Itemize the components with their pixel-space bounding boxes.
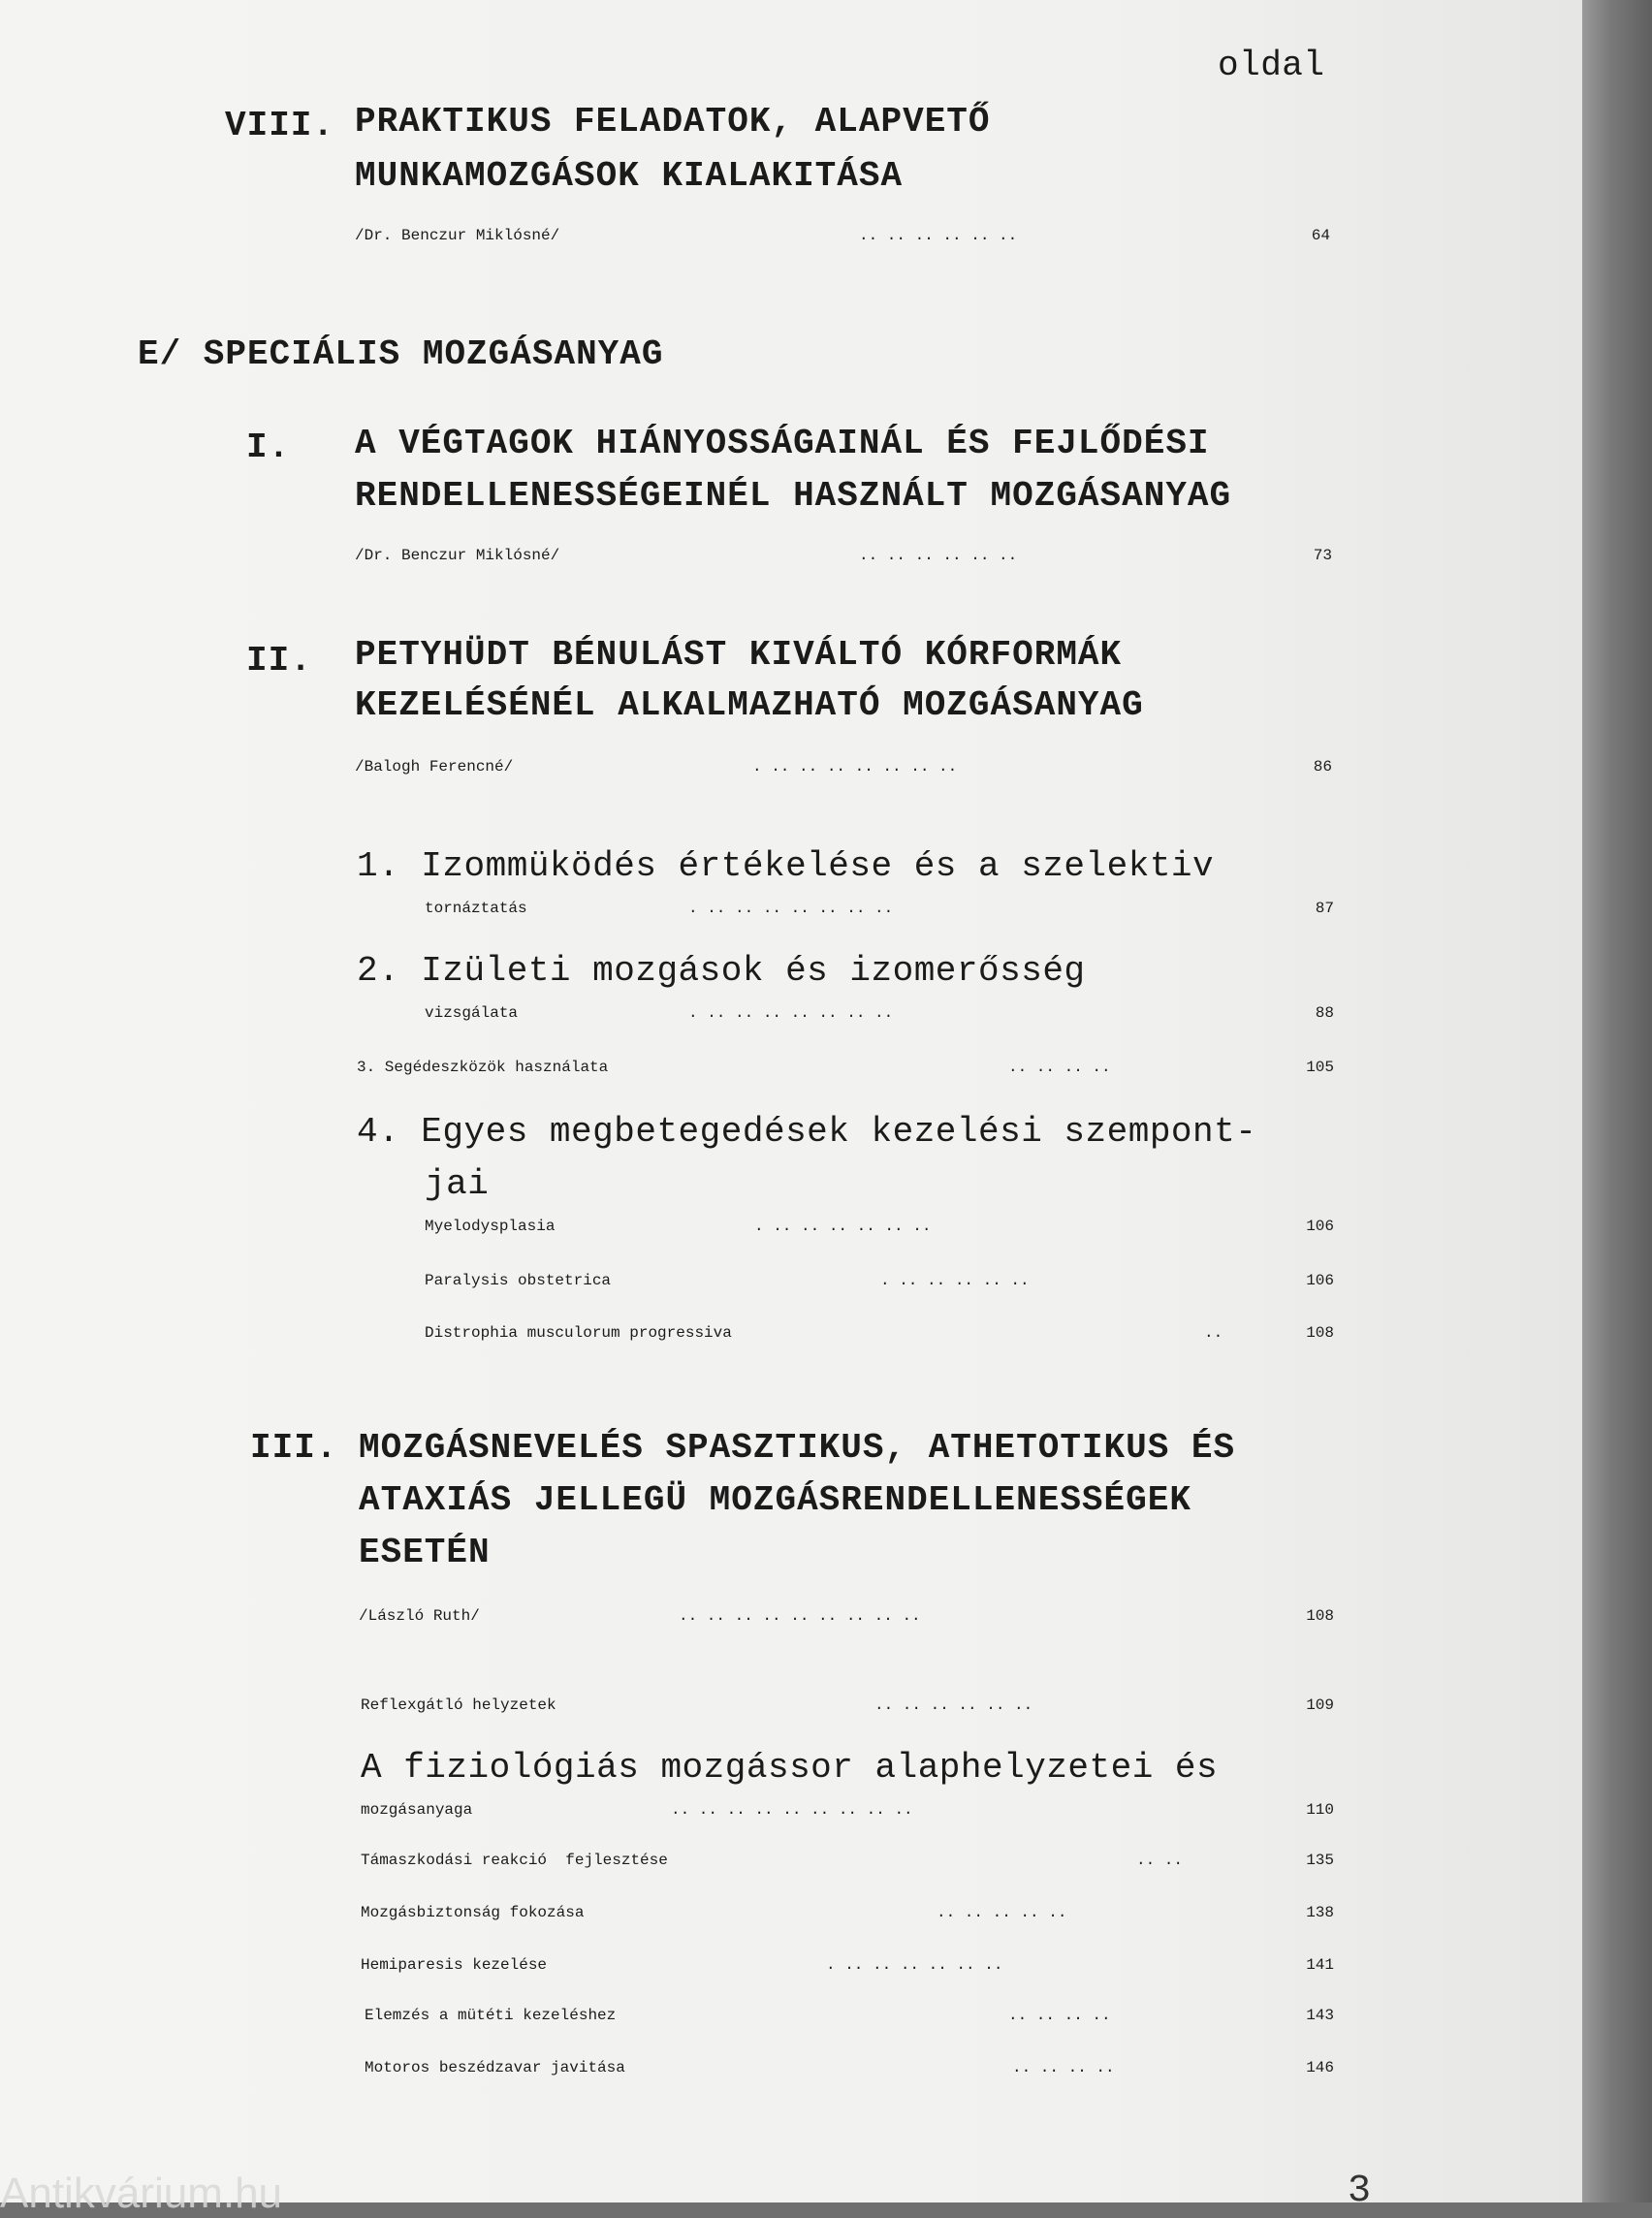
page-number: 64	[1311, 227, 1330, 244]
leader-dots: .. .. .. ..	[1008, 2007, 1111, 2024]
section-viii-title-line1: PRAKTIKUS FELADATOK, ALAPVETŐ	[355, 102, 991, 142]
section-iii-title-line3: ESETÉN	[359, 1533, 491, 1572]
toc-item-2-line1: 2. Izületi mozgások és izomerősség	[357, 951, 1086, 991]
toc-item-fiziologias-line2: mozgásanyaga .. .. .. .. .. .. .. .. .. 110	[361, 1801, 1334, 1819]
section-ii-numeral: II.	[246, 641, 312, 681]
toc-item-3: 3. Segédeszközök használata .. .. .. .. 105	[357, 1059, 1334, 1076]
leader-dots: . .. .. .. .. .. ..	[754, 1218, 932, 1235]
author-name: /Dr. Benczur Miklósné/	[355, 227, 560, 244]
leader-dots: . .. .. .. .. ..	[880, 1272, 1030, 1289]
toc-item-elemzes: Elemzés a mütéti kezeléshez .. .. .. .. 143	[365, 2007, 1334, 2024]
section-ii-title-line2: KEZELÉSÉNÉL ALKALMAZHATÓ MOZGÁSANYAG	[355, 685, 1144, 725]
section-viii-title-line2: MUNKAMOZGÁSOK KIALAKITÁSA	[355, 156, 904, 196]
toc-item-tamaszkodasi: Támaszkodási reakció fejlesztése .. .. 135	[361, 1852, 1334, 1869]
section-viii-numeral: VIII.	[225, 106, 335, 145]
leader-dots: .. .. .. .. .. .. .. .. ..	[671, 1801, 913, 1819]
leader-dots: . .. .. .. .. .. .. ..	[688, 1004, 894, 1022]
leader-dots: .. .. .. .. .. .. .. .. ..	[679, 1607, 921, 1625]
leader-dots: ..	[1204, 1324, 1223, 1342]
toc-item-fiziologias-line1: A fiziológiás mozgássor alaphelyzetei és	[361, 1748, 1219, 1788]
page-number: 105	[1306, 1059, 1334, 1076]
leader-dots: . .. .. .. .. .. ..	[826, 1956, 1003, 1974]
watermark: Antikvárium.hu	[0, 2170, 283, 2217]
toc-item-hemiparesis: Hemiparesis kezelése . .. .. .. .. .. .. 141	[361, 1956, 1334, 1974]
toc-item-2-line2: vizsgálata . .. .. .. .. .. .. .. 88	[425, 1004, 1334, 1022]
leader-dots: . .. .. .. .. .. .. ..	[688, 900, 894, 917]
page-number: 88	[1315, 1004, 1334, 1022]
section-iii-author-row	[359, 1607, 1334, 1646]
section-i-numeral: I.	[246, 428, 291, 467]
leader-dots: .. .. .. ..	[1012, 2059, 1115, 2076]
section-i-title-line1: A VÉGTAGOK HIÁNYOSSÁGAINÁL ÉS FEJLŐDÉSI	[355, 424, 1210, 463]
page-number: 141	[1306, 1956, 1334, 1974]
toc-item-mozgasbiztonsag: Mozgásbiztonság fokozása .. .. .. .. .. 138	[361, 1904, 1334, 1921]
toc-item-1-line2: tornáztatás . .. .. .. .. .. .. .. 87	[425, 900, 1334, 917]
leader-dots: . .. .. .. .. .. .. ..	[752, 758, 958, 776]
leader-dots: .. .. .. .. .. ..	[859, 227, 1018, 244]
page-number: 106	[1306, 1218, 1334, 1235]
page-number: 110	[1306, 1801, 1334, 1819]
toc-item-4-line2: jai	[425, 1164, 490, 1204]
page-number: 138	[1306, 1904, 1334, 1921]
toc-item-4-line1: 4. Egyes megbetegedések kezelési szempont-	[357, 1112, 1257, 1152]
page-number: 146	[1306, 2059, 1334, 2076]
page-edge-shadow	[1582, 0, 1652, 2202]
toc-item-1-line1: 1. Izommüködés értékelése és a szelektiv	[357, 846, 1215, 886]
page-number: 73	[1313, 547, 1332, 564]
section-i-title-line2: RENDELLENESSÉGEINÉL HASZNÁLT MOZGÁSANYAG	[355, 476, 1232, 516]
page-number: 135	[1306, 1852, 1334, 1869]
author-name: /Dr. Benczur Miklósné/	[355, 547, 560, 564]
page-number: 109	[1306, 1696, 1334, 1714]
oldal-column-header: oldal	[1218, 46, 1325, 85]
section-iii-title-line1: MOZGÁSNEVELÉS SPASZTIKUS, ATHETOTIKUS ÉS	[359, 1428, 1236, 1468]
toc-subitem-myelodysplasia: Myelodysplasia . .. .. .. .. .. .. 106	[425, 1218, 1334, 1235]
author-name: /Balogh Ferencné/	[355, 758, 514, 776]
page-number: 108	[1306, 1324, 1334, 1342]
page-number: 87	[1315, 900, 1334, 917]
page-number: 86	[1313, 758, 1332, 776]
page-corner-number: 3	[1348, 2170, 1372, 2213]
section-i-author-row	[355, 547, 1332, 586]
leader-dots: .. .. .. .. .. ..	[874, 1696, 1033, 1714]
section-viii-author-row	[355, 227, 1330, 266]
leader-dots: .. ..	[1136, 1852, 1184, 1869]
page-number: 143	[1306, 2007, 1334, 2024]
section-iii-numeral: III.	[250, 1428, 338, 1468]
page-number: 106	[1306, 1272, 1334, 1289]
toc-subitem-paralysis: Paralysis obstetrica . .. .. .. .. .. 106	[425, 1272, 1334, 1289]
toc-item-reflexgatlo: Reflexgátló helyzetek .. .. .. .. .. .. 109	[361, 1696, 1334, 1714]
author-name: /László Ruth/	[359, 1607, 480, 1625]
section-iii-title-line2: ATAXIÁS JELLEGÜ MOZGÁSRENDELLENESSÉGEK	[359, 1480, 1191, 1520]
section-e-title: E/ SPECIÁLIS MOZGÁSANYAG	[138, 334, 664, 374]
leader-dots: .. .. .. .. .. ..	[859, 547, 1018, 564]
section-ii-author-row	[355, 758, 1332, 797]
leader-dots: .. .. .. .. ..	[937, 1904, 1067, 1921]
toc-subitem-distrophia: Distrophia musculorum progressiva .. 108	[425, 1324, 1334, 1342]
section-ii-title-line1: PETYHÜDT BÉNULÁST KIVÁLTÓ KÓRFORMÁK	[355, 635, 1123, 675]
page-number: 108	[1306, 1607, 1334, 1625]
leader-dots: .. .. .. ..	[1008, 1059, 1111, 1076]
toc-item-motoros: Motoros beszédzavar javitása .. .. .. .. 146	[365, 2059, 1334, 2076]
